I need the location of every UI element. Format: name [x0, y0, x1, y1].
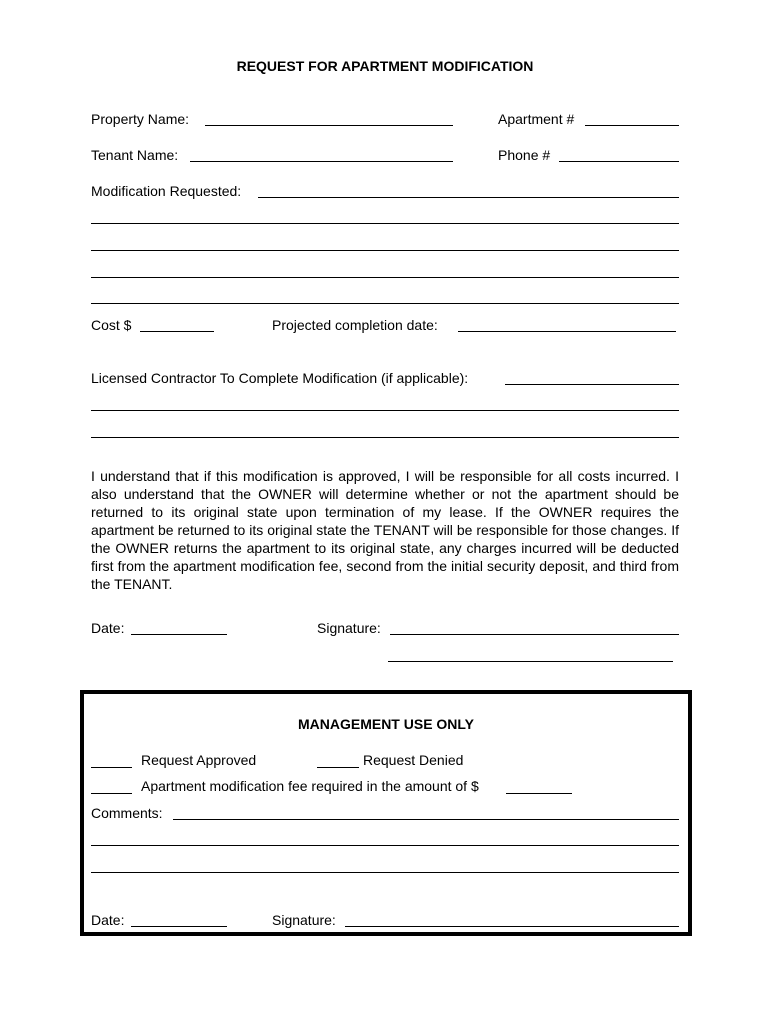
comments-line-3[interactable]: [91, 872, 679, 873]
cost-label: Cost $: [91, 317, 132, 333]
request-denied-blank[interactable]: [317, 753, 359, 768]
contractor-line-2[interactable]: [91, 410, 679, 411]
request-approved-blank[interactable]: [91, 753, 132, 768]
phone-field[interactable]: [559, 147, 679, 162]
request-denied-label: Request Denied: [363, 752, 464, 768]
management-heading: MANAGEMENT USE ONLY: [297, 716, 475, 732]
agreement-paragraph: I understand that if this modification is approved, I will be responsible for all costs incurred. I also understand that the OWNER will determine whether or not the apartment should be returned to its original state upon termination of my lease. If the OWNER requires the apartment be returned to its original state the TENANT will be responsible for those changes. If the OWNER returns the apartment to its original state, any charges incurred will be deducted first from the apartment modification fee, second from the initial security deposit, and third from the TENANT.: [91, 468, 679, 592]
cost-field[interactable]: [140, 317, 214, 332]
phone-label: Phone #: [498, 147, 551, 163]
contractor-label: Licensed Contractor To Complete Modification (if applicable):: [91, 370, 469, 386]
modification-line-4[interactable]: [91, 277, 679, 278]
signature-label: Signature:: [317, 620, 381, 636]
signature-field[interactable]: [390, 620, 679, 635]
modification-line-2[interactable]: [91, 223, 679, 224]
management-date-field[interactable]: [131, 912, 227, 927]
tenant-name-label: Tenant Name:: [91, 147, 179, 163]
management-signature-field[interactable]: [345, 912, 679, 927]
modification-line-3[interactable]: [91, 250, 679, 251]
comments-line-2[interactable]: [91, 845, 679, 846]
apartment-field[interactable]: [585, 111, 679, 126]
tenant-name-field[interactable]: [190, 147, 453, 162]
fee-required-label: Apartment modification fee required in the amount of $: [141, 778, 479, 794]
fee-required-blank[interactable]: [91, 779, 132, 794]
completion-date-label: Projected completion date:: [272, 317, 438, 333]
property-name-label: Property Name:: [91, 111, 190, 127]
date-field[interactable]: [131, 620, 227, 635]
modification-line-5[interactable]: [91, 303, 679, 304]
date-label: Date:: [91, 620, 125, 636]
comments-label: Comments:: [91, 805, 163, 821]
request-approved-label: Request Approved: [141, 752, 257, 768]
management-date-label: Date:: [91, 912, 125, 928]
modification-field[interactable]: [258, 183, 679, 198]
contractor-field[interactable]: [505, 370, 679, 385]
fee-amount-field[interactable]: [506, 779, 572, 794]
property-name-field[interactable]: [205, 111, 453, 126]
form-title: REQUEST FOR APARTMENT MODIFICATION: [236, 58, 534, 74]
contractor-line-3[interactable]: [91, 437, 679, 438]
apartment-label: Apartment #: [498, 111, 575, 127]
management-signature-label: Signature:: [272, 912, 336, 928]
modification-label: Modification Requested:: [91, 183, 242, 199]
completion-date-field[interactable]: [458, 317, 676, 332]
signature-line-2[interactable]: [388, 661, 673, 662]
comments-field[interactable]: [173, 805, 679, 820]
